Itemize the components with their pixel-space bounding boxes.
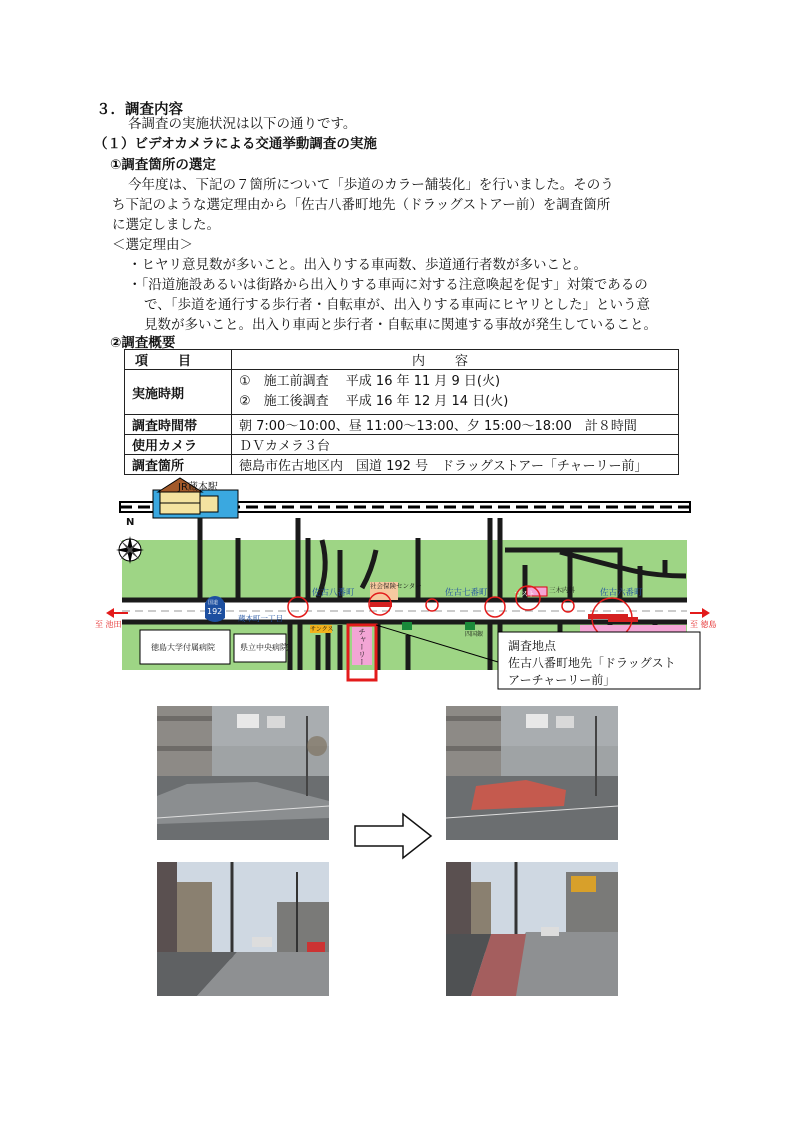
table-cell-label: 実施時期 bbox=[125, 370, 232, 415]
left-arrow-label: 至 池田 bbox=[95, 620, 122, 629]
table-cell-value bbox=[232, 370, 679, 415]
table-cell-line: ① 施工前調査 平成 16 年 11 月 9 日(火) bbox=[239, 374, 501, 389]
selection-para-line: 今年度は、下記の７箇所について「歩道のカラー舗装化」を行いました。そのう bbox=[128, 177, 614, 193]
town-label: 佐古八番町 bbox=[312, 588, 355, 598]
subsection-heading: （１）ビデオカメラによる交通挙動調査の実施 bbox=[94, 136, 377, 152]
station-label: JR蔵本駅 bbox=[178, 482, 218, 493]
arrow-right-icon bbox=[690, 608, 710, 618]
reason-item: で、「歩道を通行する歩行者・自転車が、出入りする車両にヒヤリとした」という意 bbox=[144, 297, 650, 313]
building-shakaihoken-label: 社会保険センター bbox=[370, 582, 422, 590]
table-cell-value: 朝 7:00〜10:00、昼 11:00〜13:00、夕 15:00〜18:00 計８時間 bbox=[232, 415, 679, 435]
photo-before-sidewalk bbox=[157, 862, 329, 996]
building-miki-label: 三木内科 bbox=[549, 586, 575, 594]
charley-store-label: チャーリー bbox=[357, 628, 367, 666]
photo-after-intersection bbox=[446, 706, 618, 840]
selection-para-line: に選定しました。 bbox=[112, 217, 220, 233]
hospital-b-label: 県立中央病院 bbox=[240, 643, 288, 652]
town-label: 佐古七番町 bbox=[445, 588, 488, 598]
table-row bbox=[125, 370, 679, 415]
table-cell-label: 調査時間帯 bbox=[125, 415, 232, 435]
overview-heading: ②調査概要 bbox=[110, 335, 176, 351]
compass-icon bbox=[116, 536, 144, 564]
reason-item: ・「沿道施設あるいは街路から出入りする車両に対する注意喚起を促す」対策であるの bbox=[128, 277, 648, 293]
table-cell-value: 徳島市佐古地区内 国道 192 号 ドラッグストアー「チャーリー前」 bbox=[232, 455, 679, 475]
table-header-row bbox=[125, 350, 679, 370]
hospital-a-label: 徳島大学付属病院 bbox=[151, 643, 215, 652]
intro-text: 各調査の実施状況は以下の通りです。 bbox=[128, 116, 357, 132]
table-cell-value: ＤＶカメラ３台 bbox=[232, 435, 679, 455]
table-cell-label: 調査箇所 bbox=[125, 455, 232, 475]
callout-line: 調査地点 bbox=[508, 639, 557, 653]
section-heading: ３．調査内容 bbox=[96, 102, 183, 118]
town-label: 佐古六番町 bbox=[600, 588, 643, 598]
route-badge-top: 国道 bbox=[208, 600, 219, 606]
town-label: 蔵本町一丁目 bbox=[238, 614, 283, 623]
table-row bbox=[125, 435, 679, 455]
table-cell-label: 使用カメラ bbox=[125, 435, 232, 455]
photo-before-intersection bbox=[157, 706, 329, 840]
reason-label: ＜選定理由＞ bbox=[112, 237, 193, 253]
photo-after-sidewalk bbox=[446, 862, 618, 996]
building-sunkus-label: サンクス bbox=[310, 626, 334, 633]
table-cell-line: ② 施工後調査 平成 16 年 12 月 14 日(火) bbox=[239, 394, 509, 409]
route-badge-number: 192 bbox=[207, 607, 223, 616]
compass-north-label: N bbox=[126, 517, 135, 528]
right-arrow-label: 至 徳島 bbox=[690, 620, 717, 629]
building-bank-label: 四国銀 bbox=[465, 631, 484, 638]
building-gusto-label: ガスト bbox=[514, 590, 535, 598]
table-header-cell: 項目 bbox=[125, 350, 232, 370]
overview-table bbox=[124, 349, 679, 475]
site-map bbox=[0, 470, 800, 715]
callout-line: アーチャーリー前」 bbox=[508, 673, 616, 687]
selection-heading: ①調査箇所の選定 bbox=[110, 157, 216, 173]
table-row bbox=[125, 415, 679, 435]
before-after-arrow-icon bbox=[353, 812, 433, 860]
table-header-cell: 内容 bbox=[232, 350, 679, 370]
selection-para-line: ち下記のような選定理由から「佐古八番町地先（ドラッグストアー前）を調査箇所 bbox=[112, 197, 611, 213]
callout-line: 佐古八番町地先「ドラッグスト bbox=[508, 656, 676, 670]
reason-item: 見数が多いこと。出入り車両と歩行者・自転車に関連する事故が発生していること。 bbox=[144, 317, 657, 333]
reason-item: ・ヒヤリ意見数が多いこと。出入りする車両数、歩道通行者数が多いこと。 bbox=[128, 257, 587, 273]
